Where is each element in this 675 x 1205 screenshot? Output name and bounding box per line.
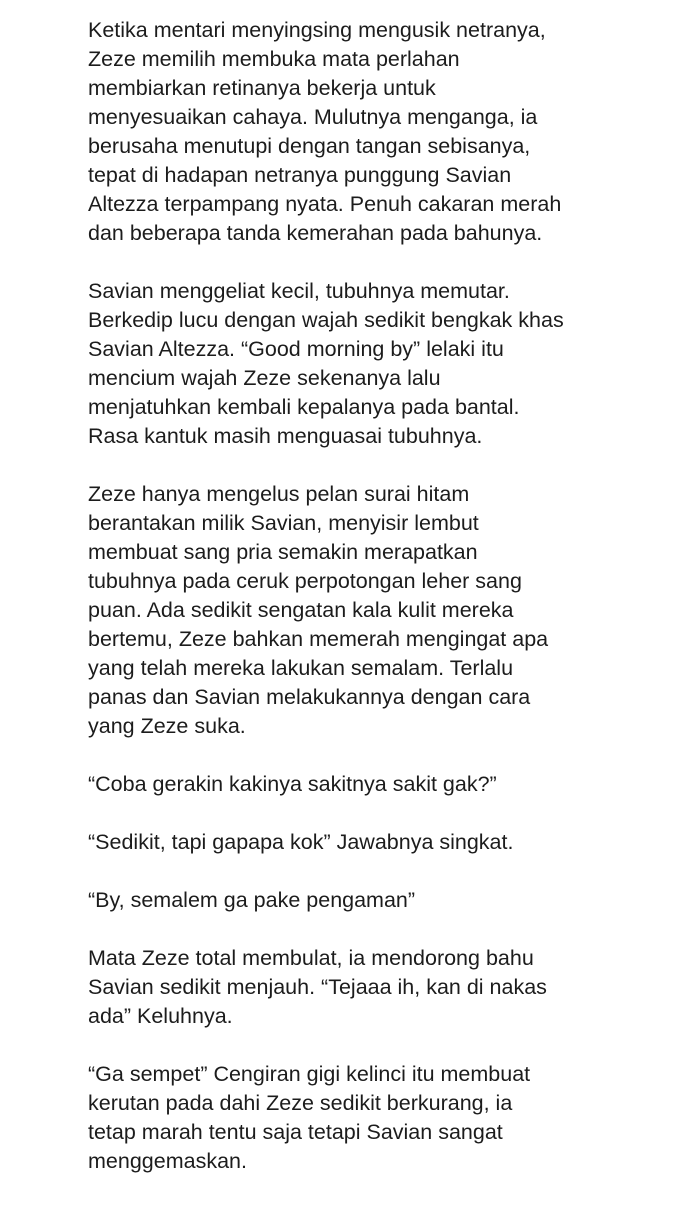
text-line: menggemaskan. [88, 1149, 247, 1173]
text-line: kerutan pada dahi Zeze sedikit berkurang, ia [88, 1091, 513, 1115]
text-line: tubuhnya pada ceruk perpotongan leher sang [88, 569, 522, 593]
paragraph [88, 277, 633, 451]
dialogue-paragraph [88, 828, 633, 857]
text-line: yang telah mereka lakukan semalam. Terlalu [88, 656, 514, 680]
text-line: tetap marah tentu saja tetapi Savian sangat [88, 1120, 503, 1144]
text-line: mencium wajah Zeze sekenanya lalu [88, 366, 441, 390]
story-text [88, 16, 633, 1205]
text-line: menjatuhkan kembali kepalanya pada bantal. [88, 395, 520, 419]
text-line: dan beberapa tanda kemerahan pada bahunya. [88, 221, 543, 245]
text-line: “Ga sempet” Cengiran gigi kelinci itu membuat [88, 1062, 531, 1086]
text-line: Rasa kantuk masih menguasai tubuhnya. [88, 424, 483, 448]
text-line: panas dan Savian melakukannya dengan cara [88, 685, 531, 709]
text-line: Altezza terpampang nyata. Penuh cakaran merah [88, 192, 562, 216]
text-line: menyesuaikan cahaya. Mulutnya menganga, ia [88, 105, 538, 129]
text-line: bertemu, Zeze bahkan memerah mengingat apa [88, 627, 549, 651]
text-line: berantakan milik Savian, menyisir lembut [88, 511, 479, 535]
text-line: “By, semalem ga pake pengaman” [88, 888, 416, 912]
paragraph [88, 944, 633, 1031]
text-line: Ketika mentari menyingsing mengusik netranya, [88, 18, 546, 42]
text-line: membiarkan retinanya bekerja untuk [88, 76, 436, 100]
text-line: ada” Keluhnya. [88, 1004, 233, 1028]
dialogue-paragraph [88, 770, 633, 799]
paragraph [88, 1060, 633, 1176]
text-line: Zeze hanya mengelus pelan surai hitam [88, 482, 470, 506]
text-line: membuat sang pria semakin merapatkan [88, 540, 478, 564]
text-line: Savian sedikit menjauh. “Tejaaa ih, kan di nakas [88, 975, 547, 999]
text-line: Zeze memilih membuka mata perlahan [88, 47, 460, 71]
text-line: berusaha menutupi dengan tangan sebisanya, [88, 134, 531, 158]
text-line: Savian menggeliat kecil, tubuhnya memutar. [88, 279, 510, 303]
dialogue-paragraph [88, 886, 633, 915]
text-line: puan. Ada sedikit sengatan kala kulit mereka [88, 598, 514, 622]
text-line: Savian Altezza. “Good morning by” lelaki itu [88, 337, 504, 361]
text-line: tepat di hadapan netranya punggung Savian [88, 163, 512, 187]
text-line: yang Zeze suka. [88, 714, 246, 738]
paragraph [88, 480, 633, 741]
text-line: Berkedip lucu dengan wajah sedikit bengkak khas [88, 308, 564, 332]
paragraph [88, 16, 633, 248]
text-line: “Coba gerakin kakinya sakitnya sakit gak?” [88, 772, 497, 796]
text-line: “Sedikit, tapi gapapa kok” Jawabnya singkat. [88, 830, 514, 854]
text-line: Mata Zeze total membulat, ia mendorong bahu [88, 946, 534, 970]
